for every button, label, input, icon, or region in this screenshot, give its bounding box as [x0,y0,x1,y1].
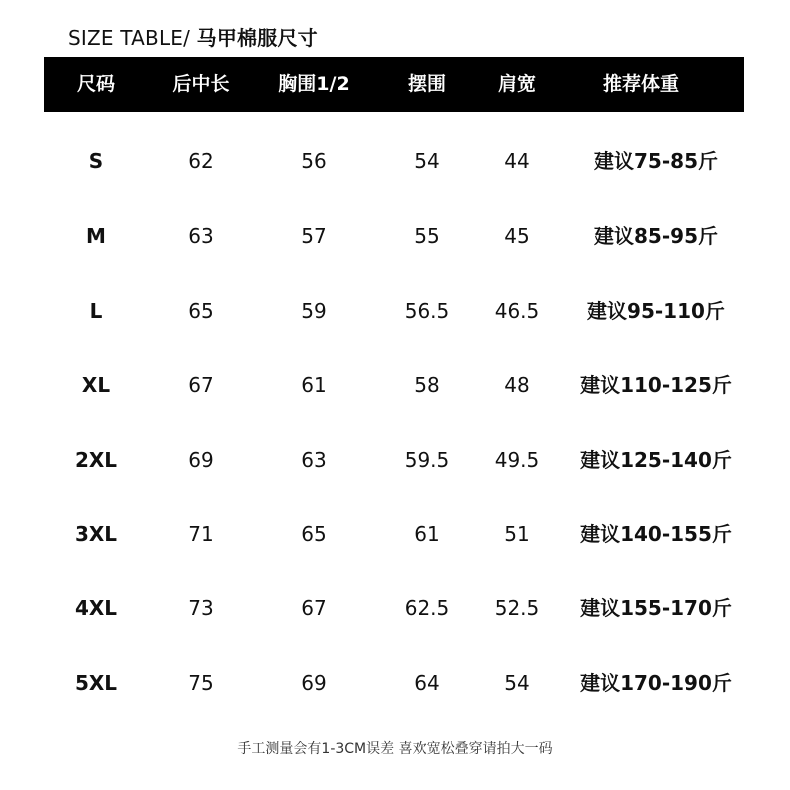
size-cell: L [89,299,103,323]
back-length-cell: 63 [188,224,214,248]
size-cell: 4XL [74,596,118,620]
size-cell: 5XL [74,671,118,695]
column-header-size: 尺码 [76,73,115,95]
shoulder-cell: 44 [504,149,530,173]
size-table-title [68,22,318,51]
hem-cell: 58 [414,373,440,397]
back-length-cell: 69 [188,448,214,472]
hem-cell: 59.5 [404,448,450,472]
shoulder-cell: 54 [504,671,530,695]
half-chest-cell: 61 [301,373,327,397]
recommended-weight-cell: 建议155-170斤 [580,596,732,620]
size-cell: 2XL [74,448,118,472]
column-header-recommended-weight: 推荐体重 [602,73,679,95]
hem-cell: 54 [414,149,440,173]
table-header [44,57,744,112]
table-row [44,440,744,480]
back-length-cell: 65 [188,299,214,323]
half-chest-cell: 57 [301,224,327,248]
shoulder-cell: 51 [504,522,530,546]
recommended-weight-cell: 建议85-95斤 [594,224,718,248]
shoulder-cell: 45 [504,224,530,248]
size-cell: M [86,224,106,248]
table-row [44,291,744,331]
hem-cell: 62.5 [404,596,450,620]
back-length-cell: 75 [188,671,214,695]
title-prefix: SIZE TABLE/ [68,26,197,50]
half-chest-cell: 63 [301,448,327,472]
column-header-shoulder: 肩宽 [497,73,536,95]
hem-cell: 61 [414,522,440,546]
shoulder-cell: 46.5 [494,299,540,323]
hem-cell: 56.5 [404,299,450,323]
recommended-weight-cell: 建议170-190斤 [580,671,732,695]
column-header-hem: 摆围 [407,73,446,95]
column-header-back-length: 后中长 [172,73,230,95]
back-length-cell: 62 [188,149,214,173]
recommended-weight-cell: 建议95-110斤 [587,299,725,323]
half-chest-cell: 56 [301,149,327,173]
back-length-cell: 71 [188,522,214,546]
table-row [44,514,744,554]
half-chest-cell: 59 [301,299,327,323]
half-chest-cell: 67 [301,596,327,620]
measurement-note: 手工测量会有1-3CM误差 喜欢宽松叠穿请拍大一码 [237,741,553,757]
half-chest-cell: 69 [301,671,327,695]
back-length-cell: 67 [188,373,214,397]
title-name: 马甲棉服尺寸 [196,26,318,50]
table-row [44,588,744,628]
recommended-weight-cell: 建议75-85斤 [594,149,718,173]
half-chest-cell: 65 [301,522,327,546]
column-header-half-chest: 胸围1/2 [278,73,350,95]
size-cell: 3XL [74,522,118,546]
table-row [44,141,744,181]
size-cell: XL [81,373,111,397]
shoulder-cell: 52.5 [494,596,540,620]
hem-cell: 64 [414,671,440,695]
recommended-weight-cell: 建议110-125斤 [580,373,732,397]
table-row [44,365,744,405]
recommended-weight-cell: 建议140-155斤 [580,522,732,546]
recommended-weight-cell: 建议125-140斤 [580,448,732,472]
size-cell: S [88,149,104,173]
table-row [44,663,744,703]
shoulder-cell: 48 [504,373,530,397]
back-length-cell: 73 [188,596,214,620]
hem-cell: 55 [414,224,440,248]
table-row [44,216,744,256]
shoulder-cell: 49.5 [494,448,540,472]
